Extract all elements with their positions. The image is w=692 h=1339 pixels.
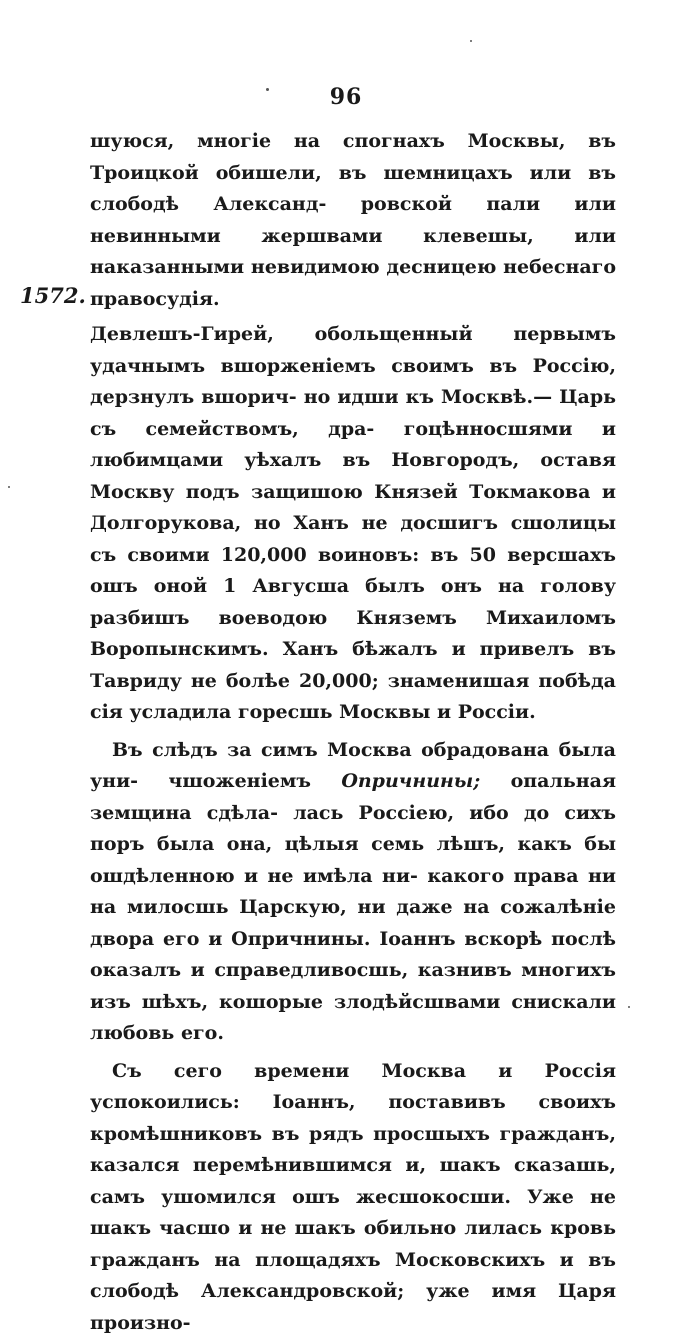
text-line: семь лѣшъ, какъ бы ошдѣленною и не имѣла ни- — [90, 833, 616, 887]
text-line: 1 Авгусша былъ онъ на голову разбишъ воеводою — [90, 575, 616, 629]
text-line: побѣда сія усладила горесшь Москвы и Россіи. — [90, 670, 616, 724]
text-line: просшыхъ гражданъ, казался перемѣнившимся и, — [90, 1123, 616, 1177]
text-line: слободѣ Александровской; уже имя Царя произно- — [90, 1280, 616, 1334]
text-line: и привелъ въ Тавриду не болѣе 20,000; знаменишая — [90, 638, 616, 692]
text-line: его. — [181, 1022, 224, 1044]
print-speck — [628, 1006, 630, 1008]
text-line: ровской пали или невинными жершвами клевешы, — [90, 193, 616, 247]
text-line: сожалѣніе двора его и Опричнины. Іоаннъ вскорѣ — [90, 896, 616, 950]
print-speck — [470, 40, 472, 42]
text-line: послѣ оказалъ и справедливосшь, казнивъ многихъ — [90, 928, 616, 982]
text-line: но идши къ Москвѣ.— Царь съ семействомъ, дра- — [90, 386, 616, 440]
body-text — [90, 126, 616, 1339]
text-line: и Долгорукова, но Ханъ не досшигъ сшолицы съ — [90, 481, 616, 566]
text-line: или наказанными невидимою десницею небеснаго — [90, 225, 616, 279]
text-line: кровь гражданъ на площадяхъ Московскихъ и въ — [90, 1217, 616, 1271]
text-line: Девлешъ-Гирей, обольщенный первымъ удачнымъ — [90, 323, 616, 377]
text-line: правосудія. — [90, 288, 220, 310]
text-line: Іоаннъ, поставивъ своихъ кромѣшниковъ въ рядъ — [90, 1091, 616, 1145]
text-line: шуюся, многіе на спогнахъ Москвы, въ Троицкой — [90, 130, 616, 184]
print-speck — [266, 88, 269, 91]
text-line: обишели, въ шемницахъ или въ слободѣ Александ- — [90, 162, 616, 216]
text-line: оставя Москву подъ защишою Князей Токмакова — [90, 449, 616, 503]
text-line: Въ слѣдъ за симъ Москва обрадована была уни- — [90, 739, 616, 793]
paragraph-4 — [90, 1056, 616, 1339]
paragraph-3 — [90, 735, 616, 1050]
text-line: Съ сего времени Москва и Россія успокоились: — [90, 1060, 616, 1114]
text-line: Уже не шакъ часшо и не шакъ обильно лилась — [90, 1186, 616, 1240]
text-line: какого права ни на милосшь Царскую, ни даже на — [90, 865, 616, 919]
text-line: изъ шѣхъ, кошорые злодѣйсшвами снискали любовь — [90, 991, 616, 1045]
print-speck — [8, 486, 10, 488]
text-line: шакъ сказашь, самъ ушомился ошъ жесшокосши. — [90, 1154, 616, 1208]
paragraph-1 — [90, 126, 616, 315]
text-line: вшорженіемъ своимъ въ Россію, дерзнулъ вшорич- — [90, 355, 616, 409]
text-line: чшоженіемъ Опричнины; опальная земщина сдѣла- — [90, 770, 616, 824]
page-number: 96 — [0, 84, 692, 110]
text-line: Княземъ Михаиломъ Воропынскимъ. Ханъ бѣжалъ — [90, 607, 616, 661]
text-line: гоцѣнносшями и любимцами уѣхалъ въ Новгородъ, — [90, 418, 616, 472]
paragraph-2 — [90, 319, 616, 729]
text-line: лась Россіею, ибо до сихъ поръ была она, цѣлыя — [90, 802, 616, 856]
text-line: своими 120,000 воиновъ: въ 50 версшахъ ошъ оной — [90, 544, 616, 598]
margin-year-note: 1572. — [20, 283, 86, 308]
